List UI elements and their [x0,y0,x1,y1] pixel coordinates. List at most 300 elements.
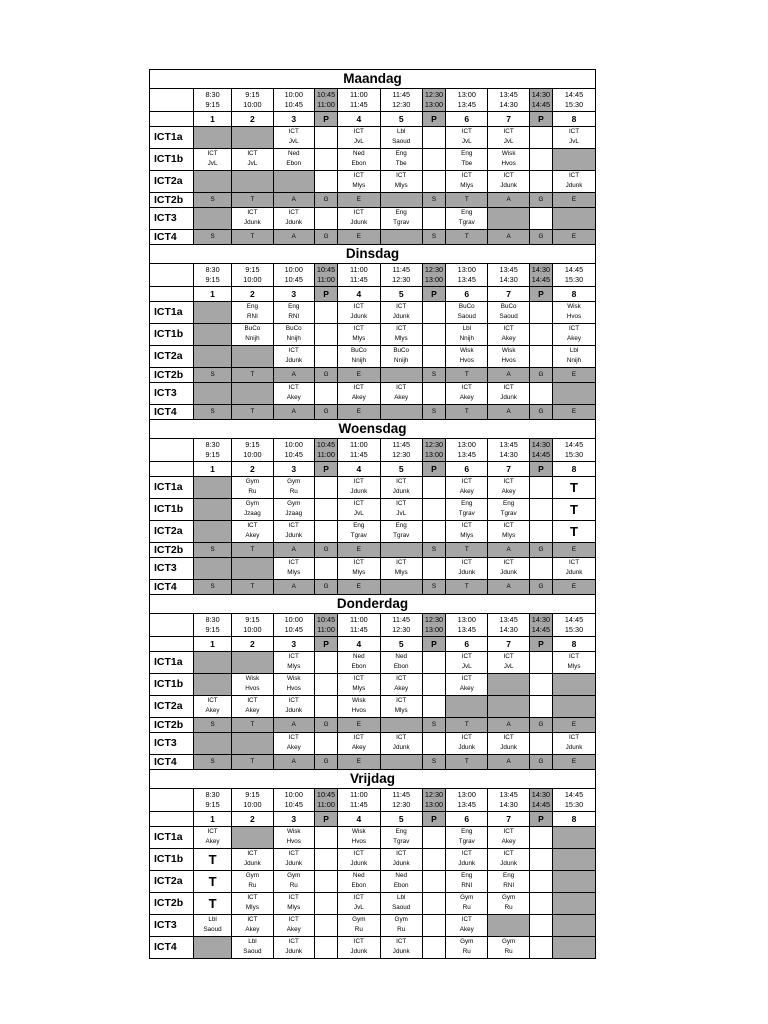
lesson-cell [553,126,595,148]
time-slot-cell [422,89,445,111]
lesson-subject: ICT [396,559,407,566]
lesson-cell [380,732,422,754]
lesson-subject: ICT [288,938,299,946]
period-number: 1 [193,286,231,301]
time-slot-cell [380,789,422,811]
lesson-subject: ICT [503,325,514,332]
class-name: ICT2b [150,192,193,207]
unscheduled-cell [380,192,422,207]
class-name: ICT2a [150,520,193,542]
time-end: 9:15 [205,449,220,459]
stage-letter-cell: S [422,367,445,382]
lesson-subject: Gym [245,500,260,507]
lesson-teacher: Tgrav [458,219,475,226]
stage-letter-cell: T [232,367,273,382]
time-slot-cell [553,439,595,461]
class-name: ICT2b [150,367,193,382]
lesson-cell [488,126,529,148]
class-name: ICT3 [150,557,193,579]
time-start: 10:00 [284,614,303,624]
time-slot-cell [488,789,529,811]
lesson-teacher: JvL [207,160,218,167]
lesson-subject: BuCo [244,325,261,332]
break-cell [314,301,337,323]
lesson-cell [338,732,380,754]
lesson-teacher: Saoud [203,926,222,933]
period-number: 4 [338,111,380,126]
day-grid [150,439,595,594]
lesson-teacher: Tgrav [393,838,410,845]
lesson-cell [232,476,273,498]
class-name: ICT2b [150,892,193,914]
lesson-teacher: Jdunk [565,569,583,576]
lesson-teacher: Ru [504,904,513,911]
lesson-subject: ICT [503,128,514,135]
lesson-cell [338,382,380,404]
time-start: 11:00 [349,614,368,624]
day-title: Vrijdag [150,770,595,789]
time-end: 10:00 [243,99,262,109]
blank-header-cell [150,89,193,111]
period-number: P [422,461,445,476]
stage-letter-cell: A [488,754,529,769]
lesson-cell [232,148,273,170]
stage-letter-cell: A [273,579,314,594]
lesson-teacher: JvL [247,160,258,167]
lesson-cell [338,557,380,579]
lesson-teacher: JvL [461,663,472,670]
time-start: 11:45 [392,614,411,624]
lesson-teacher: Akey [567,335,582,342]
time-end: 11:45 [349,624,368,634]
lesson-teacher: JvL [288,138,299,145]
stage-letter-cell: E [553,754,595,769]
lesson-subject: ICT [461,559,472,566]
stage-letter-cell: E [553,229,595,244]
stage-letter-cell: E [553,717,595,732]
lesson-teacher: Saoud [457,313,476,320]
time-end: 10:00 [243,274,262,284]
lesson-teacher: Jdunk [565,744,583,751]
lesson-teacher: Nnijh [286,335,301,342]
stage-letter-cell: T [232,717,273,732]
lesson-subject: Wisk [245,675,260,682]
lesson-cell [193,695,231,717]
lesson-subject: Gym [502,894,516,901]
lesson-subject: ICT [247,697,258,704]
class-name: ICT1a [150,826,193,848]
lesson-subject: ICT [568,172,580,179]
lesson-teacher: RNI [288,313,300,320]
lesson-cell [273,382,314,404]
day-block-woensdag [150,419,595,594]
lesson-cell [553,732,595,754]
period-number: 7 [488,111,529,126]
lesson-subject: Eng [461,500,473,507]
unscheduled-cell [193,382,231,404]
stage-letter-cell: E [338,717,380,732]
break-cell [529,848,552,870]
lesson-subject: ICT [503,384,514,391]
break-cell [529,382,552,404]
period-number: 5 [380,461,422,476]
time-start: 13:45 [499,614,518,624]
period-number: 5 [380,111,422,126]
lesson-cell [232,520,273,542]
weekly-timetable [149,69,596,959]
period-number: 7 [488,636,529,651]
lesson-subject: ICT [568,559,580,566]
time-slot-cell [446,789,488,811]
lesson-subject: Eng [503,500,515,507]
day-grid [150,614,595,769]
period-number: 8 [553,111,595,126]
stage-letter-cell: S [422,192,445,207]
lesson-cell [380,914,422,936]
period-number: P [314,286,337,301]
time-end: 12:30 [392,274,411,284]
time-slot-cell [553,264,595,286]
lesson-cell [338,323,380,345]
break-cell [314,126,337,148]
lesson-cell [193,148,231,170]
class-name: ICT2a [150,695,193,717]
period-number: P [314,811,337,826]
lesson-cell [488,826,529,848]
lesson-teacher: JvL [461,138,472,145]
day-block-dinsdag [150,244,595,419]
time-end: 12:30 [392,624,411,634]
lesson-cell [380,557,422,579]
time-slot-cell [529,264,552,286]
test-marker-cell: T [553,520,595,542]
lesson-teacher: Jdunk [285,532,303,539]
lesson-subject: Wisk [352,828,366,835]
lesson-cell [380,170,422,192]
lesson-subject: ICT [247,916,258,923]
lesson-teacher: JvL [353,510,364,517]
lesson-cell [446,345,488,367]
break-cell [422,170,445,192]
lesson-teacher: Jdunk [285,357,303,364]
lesson-subject: Lbl [462,325,471,332]
time-end: 13:45 [457,449,476,459]
lesson-cell [488,345,529,367]
time-end: 10:45 [284,799,303,809]
lesson-cell [488,557,529,579]
stage-letter-cell: E [553,192,595,207]
lesson-subject: ICT [353,209,364,216]
period-number: 6 [446,636,488,651]
class-name: ICT1b [150,498,193,520]
lesson-subject: Lbl [208,916,217,923]
stage-letter-cell: T [232,579,273,594]
stage-letter-cell: G [314,579,337,594]
lesson-subject: Ned [353,150,365,157]
unscheduled-cell [232,826,273,848]
time-start: 14:30 [531,89,551,99]
class-name: ICT2a [150,870,193,892]
lesson-cell [273,323,314,345]
lesson-cell [273,936,314,958]
stage-letter-cell: S [422,579,445,594]
time-end: 13:45 [457,274,476,284]
time-start: 10:45 [316,789,336,799]
break-cell [422,207,445,229]
stage-letter-cell: T [446,542,488,557]
unscheduled-cell [488,695,529,717]
lesson-subject: Ned [287,150,300,157]
time-end: 13:00 [424,624,444,634]
break-cell [422,323,445,345]
lesson-subject: Eng [395,150,407,157]
lesson-teacher: Jdunk [285,219,303,226]
time-slot-cell [273,614,314,636]
break-cell [422,301,445,323]
lesson-cell [488,936,529,958]
break-cell [314,848,337,870]
lesson-subject: ICT [353,325,364,332]
day-title: Dinsdag [150,245,595,264]
lesson-cell [488,870,529,892]
lesson-cell [232,914,273,936]
class-name: ICT3 [150,207,193,229]
break-cell [314,207,337,229]
lesson-cell [193,914,231,936]
period-number: 1 [193,636,231,651]
time-start: 14:45 [564,439,584,449]
time-start: 14:30 [531,789,551,799]
lesson-teacher: Jzaag [285,510,303,517]
lesson-teacher: JvL [569,138,579,145]
lesson-teacher: Hvos [351,707,366,714]
time-start: 8:30 [205,614,220,624]
lesson-subject: Gym [460,894,474,901]
lesson-subject: ICT [503,734,514,741]
lesson-teacher: Hvos [286,838,301,845]
stage-letter-cell: E [553,404,595,419]
lesson-cell [273,695,314,717]
class-name: ICT1b [150,673,193,695]
lesson-teacher: JvL [503,663,514,670]
stage-letter-cell: T [232,229,273,244]
time-slot-cell [422,614,445,636]
time-slot-cell [422,264,445,286]
break-cell [422,914,445,936]
stage-letter-cell: A [273,717,314,732]
time-start: 10:00 [284,89,303,99]
blank-header-cell [150,811,193,826]
stage-letter-cell: G [314,404,337,419]
unscheduled-cell [232,345,273,367]
time-start: 11:45 [392,789,411,799]
break-cell [529,892,552,914]
lesson-subject: ICT [353,559,364,566]
stage-letter-cell: A [273,367,314,382]
lesson-subject: ICT [353,938,364,946]
unscheduled-cell [553,148,595,170]
period-number: 8 [553,636,595,651]
stage-letter-cell: T [232,404,273,419]
break-cell [422,345,445,367]
class-name: ICT4 [150,579,193,594]
lesson-subject: ICT [207,697,218,704]
time-slot-cell [446,614,488,636]
time-end: 14:30 [499,624,518,634]
lesson-subject: ICT [461,675,472,682]
stage-letter-cell: T [446,192,488,207]
time-start: 11:45 [392,439,411,449]
stage-letter-cell: S [422,542,445,557]
lesson-subject: ICT [353,850,364,857]
break-cell [529,170,552,192]
unscheduled-cell [380,579,422,594]
time-slot-cell [380,89,422,111]
time-start: 12:30 [424,264,444,274]
lesson-teacher: Ebon [351,663,367,670]
lesson-subject: BuCo [393,347,410,354]
lesson-subject: ICT [503,172,514,179]
lesson-subject: Wisk [286,675,301,682]
lesson-subject: ICT [568,653,580,660]
break-cell [314,914,337,936]
lesson-cell [488,848,529,870]
time-slot-cell [446,89,488,111]
break-cell [314,476,337,498]
lesson-cell [232,301,273,323]
lesson-teacher: Ru [504,948,513,956]
lesson-cell [273,848,314,870]
lesson-cell [380,126,422,148]
time-slot-cell [422,439,445,461]
stage-letter-cell: G [314,229,337,244]
lesson-cell [380,870,422,892]
time-start: 10:45 [316,264,336,274]
lesson-teacher: Tgrav [350,532,367,539]
blank-header-cell [150,614,193,636]
lesson-cell [446,476,488,498]
break-cell [314,323,337,345]
time-slot-cell [338,439,380,461]
lesson-subject: ICT [396,478,407,485]
stage-letter-cell: E [553,367,595,382]
lesson-subject: BuCo [458,303,475,310]
unscheduled-cell [193,345,231,367]
lesson-cell [380,936,422,958]
time-end: 13:00 [424,799,444,809]
lesson-subject: Ned [353,872,365,879]
time-start: 14:45 [564,614,584,624]
stage-letter-cell: S [422,229,445,244]
time-end: 15:30 [564,624,584,634]
lesson-teacher: Tgrav [393,532,410,539]
time-end: 11:00 [317,624,335,634]
unscheduled-cell [488,673,529,695]
period-number: P [314,111,337,126]
lesson-cell [273,557,314,579]
time-end: 14:45 [531,274,551,284]
stage-letter-cell: T [446,717,488,732]
time-start: 9:15 [245,439,260,449]
lesson-teacher: Hvos [351,838,366,845]
class-name: ICT1b [150,323,193,345]
unscheduled-cell [193,498,231,520]
stage-letter-cell: A [488,717,529,732]
time-end: 14:45 [531,99,551,109]
period-number: P [529,636,552,651]
unscheduled-cell [193,673,231,695]
lesson-teacher: Ru [289,882,298,889]
lesson-teacher: Mlys [352,569,366,576]
lesson-cell [338,826,380,848]
lesson-teacher: Akey [394,394,409,401]
period-number: 7 [488,461,529,476]
lesson-teacher: Mlys [287,904,301,911]
break-cell [529,148,552,170]
stage-letter-cell: S [193,542,231,557]
lesson-teacher: Saoud [243,948,262,956]
lesson-teacher: Jdunk [243,219,261,226]
lesson-cell [273,345,314,367]
lesson-teacher: Ru [248,882,257,889]
lesson-subject: Gym [352,916,366,923]
break-cell [314,695,337,717]
break-cell [314,892,337,914]
stage-letter-cell: T [446,229,488,244]
period-number: P [422,286,445,301]
lesson-cell [488,732,529,754]
test-marker-cell: T [193,870,231,892]
break-cell [422,126,445,148]
lesson-subject: ICT [288,697,299,704]
lesson-subject: ICT [568,325,580,332]
lesson-teacher: RNI [503,882,515,889]
break-cell [314,651,337,673]
break-cell [422,695,445,717]
lesson-cell [553,170,595,192]
lesson-subject: Eng [461,209,473,216]
lesson-cell [446,207,488,229]
period-number: P [314,636,337,651]
stage-letter-cell: G [529,717,552,732]
lesson-teacher: Akey [245,926,260,933]
lesson-cell [338,673,380,695]
lesson-cell [338,126,380,148]
lesson-subject: ICT [247,850,258,857]
lesson-teacher: Tgrav [500,510,517,517]
lesson-cell [232,673,273,695]
lesson-teacher: Mlys [352,685,366,692]
unscheduled-cell [553,695,595,717]
lesson-teacher: Jdunk [392,313,410,320]
lesson-cell [338,301,380,323]
break-cell [314,732,337,754]
time-slot-cell [529,89,552,111]
time-slot-cell [488,89,529,111]
lesson-teacher: Ebon [393,882,409,889]
lesson-cell [446,673,488,695]
lesson-cell [273,870,314,892]
lesson-teacher: Ebon [393,663,409,670]
lesson-cell [338,936,380,958]
lesson-subject: Eng [461,828,473,835]
stage-letter-cell: T [446,367,488,382]
test-marker-cell: T [553,498,595,520]
period-number: 3 [273,636,314,651]
lesson-subject: ICT [568,128,580,135]
lesson-subject: ICT [503,522,514,529]
lesson-subject: ICT [353,128,364,135]
